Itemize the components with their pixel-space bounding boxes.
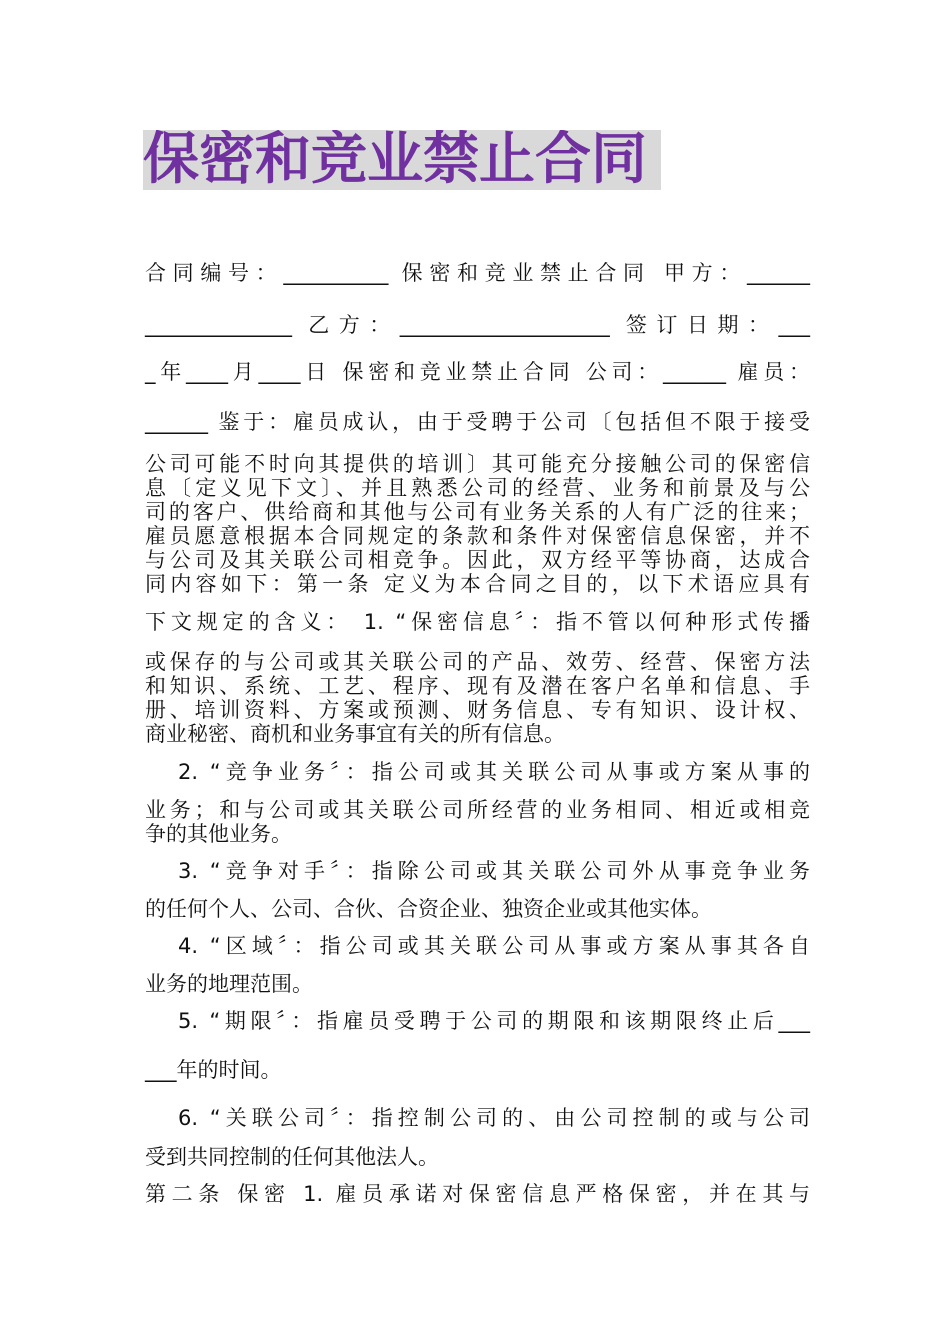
text-line: ______ 鉴于：雇员成认，由于受聘于公司〔包括但不限于接受 <box>145 410 810 434</box>
text-line: ______________ 乙方：____________________ 签订日期：___ <box>145 313 810 337</box>
text-line: 3. “竞争对手〞：指除公司或其关联公司外从事竞争业务 <box>178 859 810 883</box>
text-line: 与公司及其关联公司相竞争。因此，双方经平等协商，达成合 <box>145 548 810 572</box>
text-line: 的任何个人、公司、合伙、合资企业、独资企业或其他实体。 <box>145 897 712 921</box>
text-line: 册、培训资料、方案或预测、财务信息、专有知识、设计权、 <box>145 698 810 722</box>
text-line: 第二条 保密 1. 雇员承诺对保密信息严格保密，并在其与 <box>145 1182 810 1206</box>
text-line: _年____月____日 保密和竞业禁止合同 公司：______ 雇员： <box>145 360 810 384</box>
text-line: 2. “竞争业务〞：指公司或其关联公司从事或方案从事的 <box>178 760 810 784</box>
text-line: 司的客户、供给商和其他与公司有业务关系的人有广泛的往来； <box>145 500 810 524</box>
text-line: 6. “关联公司〞：指控制公司的、由公司控制的或与公司 <box>178 1106 810 1130</box>
text-line: 争的其他业务。 <box>145 822 292 846</box>
text-line: 息〔定义见下文〕、并且熟悉公司的经营、业务和前景及与公 <box>145 476 810 500</box>
text-line: 同内容如下：第一条 定义为本合同之目的，以下术语应具有 <box>145 572 810 596</box>
document-title: 保密和竞业禁止合同 <box>143 130 661 190</box>
text-line: 雇员愿意根据本合同规定的条款和条件对保密信息保密，并不 <box>145 524 810 548</box>
text-line: 商业秘密、商机和业务事宜有关的所有信息。 <box>145 722 565 746</box>
text-line: 和知识、系统、工艺、程序、现有及潜在客户名单和信息、手 <box>145 674 810 698</box>
text-line: 业务；和与公司或其关联公司所经营的业务相同、相近或相竞 <box>145 798 810 822</box>
text-line: 受到共同控制的任何其他法人。 <box>145 1145 439 1169</box>
text-line: 业务的地理范围。 <box>145 972 313 996</box>
text-line: 或保存的与公司或其关联公司的产品、效劳、经营、保密方法 <box>145 650 810 674</box>
text-line: 公司可能不时向其提供的培训〕其可能充分接触公司的保密信 <box>145 452 810 476</box>
text-line: 合同编号：__________ 保密和竞业禁止合同 甲方：______ <box>145 261 810 285</box>
text-line: 4. “区域〞：指公司或其关联公司从事或方案从事其各自 <box>178 934 810 958</box>
text-line: ___年的时间。 <box>145 1058 282 1082</box>
text-line: 5. “期限〞：指雇员受聘于公司的期限和该期限终止后___ <box>178 1009 810 1033</box>
text-line: 下文规定的含义： 1. “保密信息〞：指不管以何种形式传播 <box>145 610 810 634</box>
